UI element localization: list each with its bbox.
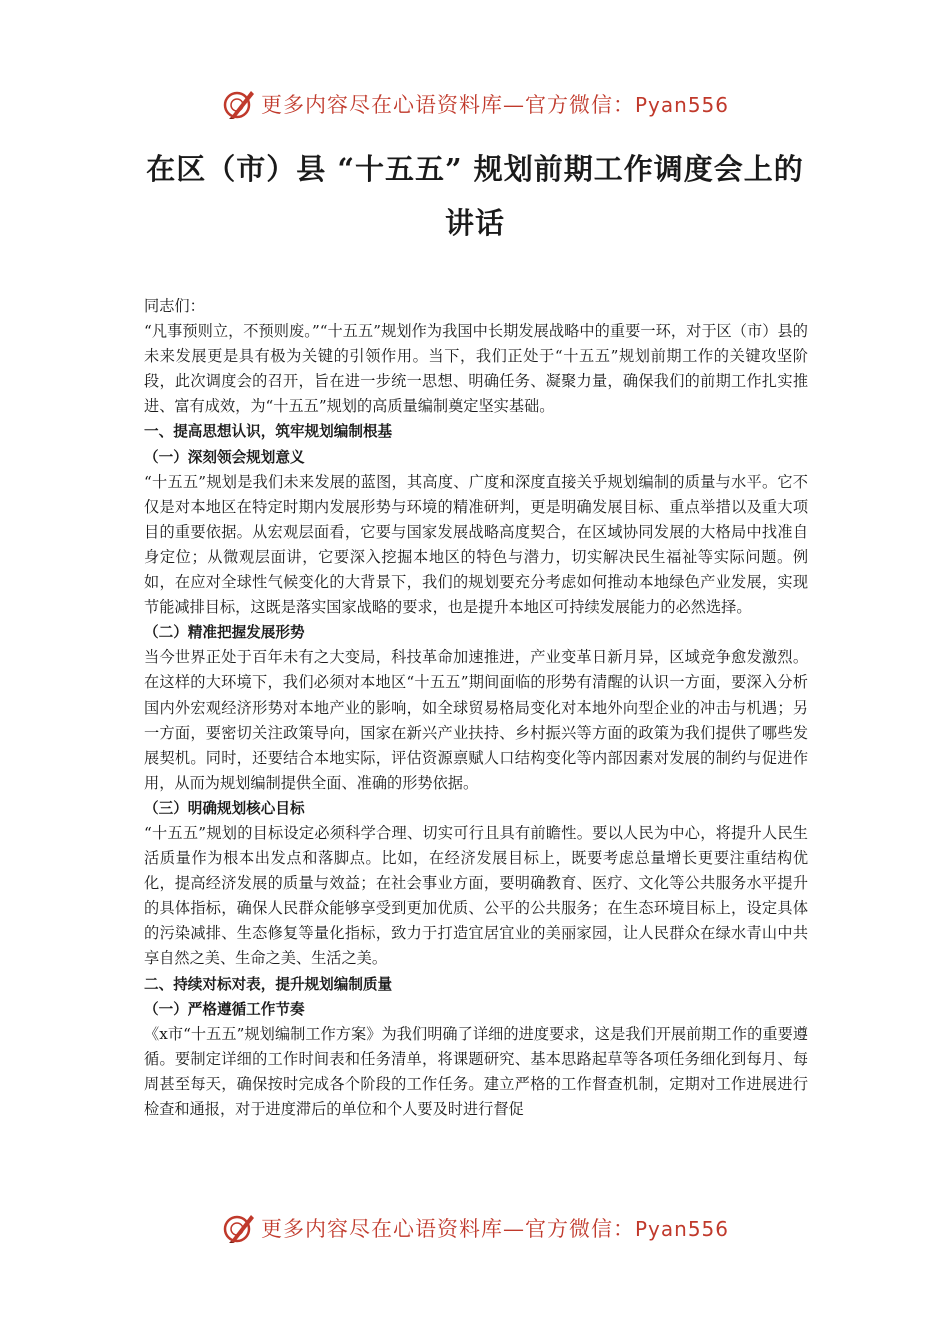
paragraph: “十五五”规划是我们未来发展的蓝图，其高度、广度和深度直接关乎规划编制的质量与水平。它不仅是对本地区在特定时期内发展形势与环境的精准研判，更是明确发展目标、重点举措以及重大项目的重要依据。从宏观层面看，它要与国家发展战略高度契合，在区域协同发展的大格局中找准自身定位；从微观层面讲，它要深入挖掘本地区的特色与潜力，切实解决民生福祉等实际问题。例如，在应对全球性气候变化的大背景下，我们的规划要充分考虑如何推动本地绿色产业发展，实现节能减排目标，这既是落实国家战略的要求，也是提升本地区可持续发展能力的必然选择。 [144,472,808,617]
header-banner [0,84,950,124]
banner-text: 更多内容尽在心语资料库—官方微信： [260,93,635,117]
banner-wechat-id: Pyan556 [634,1217,729,1241]
salutation: 同志们： [144,297,205,315]
document-body [144,294,808,1122]
footer-banner [0,1208,950,1248]
subsection-heading: （二）精准把握发展形势 [144,624,305,642]
subsection-heading: （一）严格遵循工作节奏 [144,1000,305,1018]
paragraph: “十五五”规划的目标设定必须科学合理、切实可行且具有前瞻性。要以人民为中心，将提升人民生活质量作为根本出发点和落脚点。比如，在经济发展目标上，既要考虑总量增长更要注重结构优化，提高经济发展的质量与效益；在社会事业方面，要明确教育、医疗、文化等公共服务水平提升的具体指标，确保人民群众能够享受到更加优质、公平的公共服务；在生态环境目标上，设定具体的污染减排、生态修复等量化指标，致力于打造宜居宜业的美丽家园，让人民群众在绿水青山中共享自然之美、生命之美、生活之美。 [144,823,808,968]
pen-circle-logo [221,87,255,121]
banner-text: 更多内容尽在心语资料库—官方微信： [260,1217,635,1241]
document-title [100,142,850,250]
subsection-heading: （三）明确规划核心目标 [144,799,305,817]
paragraph: 《x市“十五五”规划编制工作方案》为我们明确了详细的进度要求，这是我们开展前期工作的重要遵循。要制定详细的工作时间表和任务清单，将课题研究、基本思路起草等各项任务细化到每月、每周甚至每天，确保按时完成各个阶段的工作任务。建立严格的工作督查机制，定期对工作进展进行检查和通报，对于进度滞后的单位和个人要及时进行督促 [144,1024,808,1118]
paragraph: 当今世界正处于百年未有之大变局，科技革命加速推进，产业变革日新月异，区域竞争愈发激烈。在这样的大环境下，我们必须对本地区“十五五”期间面临的形势有清醒的认识一方面，要深入分析国内外宏观经济形势对本地产业的影响，如全球贸易格局变化对本地外向型企业的冲击与机遇；另一方面，要密切关注政策导向，国家在新兴产业扶持、乡村振兴等方面的政策为我们提供了哪些发展契机。同时，还要结合本地实际，评估资源禀赋人口结构变化等内部因素对发展的制约与促进作用，从而为规划编制提供全面、准确的形势依据。 [144,648,808,792]
section-heading: 二、持续对标对表，提升规划编制质量 [144,975,393,993]
subsection-heading: （一）深刻领会规划意义 [144,448,305,466]
pen-circle-logo [221,1211,255,1245]
section-heading: 一、提高思想认识，筑牢规划编制根基 [144,423,393,441]
paragraph: “凡事预则立，不预则废。”“十五五”规划作为我国中长期发展战略中的重要一环，对于区（市）县的未来发展更是具有极为关键的引领作用。当下，我们正处于“十五五”规划前期工作的关键攻坚阶段，此次调度会的召开，旨在进一步统一思想、明确任务、凝聚力量，确保我们的前期工作扎实推进、富有成效，为“十五五”规划的高质量编制奠定坚实基础。 [144,322,808,416]
banner-wechat-id: Pyan556 [634,93,729,117]
title-line-1: 在区（市）县 “十五五” 规划前期工作调度会上的 [146,152,804,186]
title-line-2: 讲话 [444,206,505,240]
